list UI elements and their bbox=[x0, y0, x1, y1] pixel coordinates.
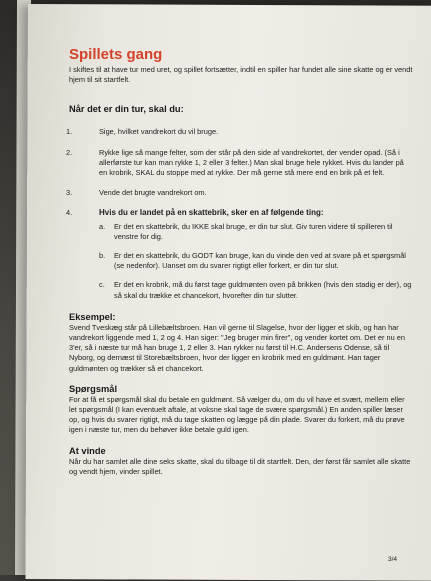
win-section bbox=[44, 445, 414, 477]
sub-steps bbox=[99, 222, 414, 301]
step-text: Hvis du er landet på en skattebrik, sker en af følgende ting: bbox=[99, 208, 324, 218]
sub-step-text: Er det en krobrik, må du først tage guldmønten oven på brikken (hvis den stadig er der), og så skal du trække et chancekort, hvorefter din tur slutter. bbox=[114, 280, 412, 300]
page-content bbox=[44, 46, 414, 486]
sub-step-text: Er det en skattebrik, du GODT kan bruge, kan du vinde den ved at svare på et spørgsmål (se nedenfor). Uanset om du svarer rigtigt eller forkert, er din tur slut. bbox=[114, 251, 406, 271]
sub-step-item bbox=[99, 251, 414, 271]
step-number: 1. bbox=[66, 127, 73, 137]
sub-step-letter: a. bbox=[99, 221, 106, 231]
sub-step-text: Er det en skattebrik, du IKKE skal bruge, er din tur slut. Giv turen videre til spilleren til venstre for dig. bbox=[114, 221, 393, 241]
turn-steps bbox=[44, 127, 414, 300]
example-heading: Eksempel: bbox=[69, 311, 116, 322]
example-text: Svend Tveskæg står på Lillebæltsbroen. Han vil gerne til Slagelse, hvor der ligger et skib, og han har vandrekort liggende med 1, 2 og 4. Han siger: "Jeg bruger min firer", og vender kortet om. Det er nu en 3'er, så i næste tur må han bruge 1, 2 eller 3. Han rykker nu først til H.C. Andersens Odense, så til Nyborg, og dernæst til Storebæltsbroen, hvor der ligger en krobrik med en guldmønt. Han tager guldmønten og trækker så et chancekort. bbox=[69, 322, 405, 373]
sub-step-letter: c. bbox=[99, 280, 105, 290]
step-item bbox=[66, 127, 414, 137]
intro-paragraph: I skiftes til at have tur med uret, og spillet fortsætter, indtil en spiller har fundet alle sine skatte og er vendt hjem til sit startfelt. bbox=[69, 65, 413, 85]
step-number: 2. bbox=[66, 147, 73, 157]
win-heading: At vinde bbox=[69, 445, 106, 456]
step-item bbox=[66, 147, 414, 179]
page-title: Spillets gang bbox=[69, 46, 163, 63]
page-number: 3/4 bbox=[388, 556, 398, 563]
sub-step-item bbox=[99, 280, 414, 300]
step-number: 3. bbox=[66, 188, 73, 198]
step-number: 4. bbox=[66, 208, 73, 218]
step-item bbox=[66, 188, 414, 198]
step-text: Rykke lige så mange felter, som der står på den side af vandrekortet, der vender opad. (Så i allerførste tur kan man rykke 1, 2 eller 3 felter.) Man skal bruge hele rykket. Hvis du lander på en krobrik, SKAL du stoppe med at rykke. Der må gerne stå mere end en brik på et felt. bbox=[99, 147, 404, 178]
sub-step-letter: b. bbox=[99, 251, 106, 261]
win-text: Når du har samlet alle dine seks skatte, skal du tilbage til dit startfelt. Den, der først får samlet alle skatte og vendt hjem, vinder spillet. bbox=[69, 456, 411, 476]
turn-heading: Når det er din tur, skal du: bbox=[69, 104, 184, 115]
sub-step-item bbox=[99, 221, 414, 242]
step-text: Sige, hvilket vandrekort du vil bruge. bbox=[99, 127, 219, 137]
question-section bbox=[44, 383, 414, 436]
example-section bbox=[44, 311, 414, 374]
step-text: Vende det brugte vandrekort om. bbox=[99, 188, 207, 198]
step-item bbox=[66, 208, 414, 300]
question-text: For at få et spørgsmål skal du betale en guldmønt. Så vælger du, om du vil have et svært, mellem eller let spørgsmål (I kan eventuelt aftale, at voksne skal tage de svære spørgsmål.) En anden spiller læser op, og hvis du svarer rigtigt, må du tage skatten og lægge på din plade. Svarer du forkert, må du prøve igen i næste tur, men du behøver ikke betale guld igen. bbox=[69, 394, 405, 435]
question-heading: Spørgsmål bbox=[69, 383, 118, 394]
